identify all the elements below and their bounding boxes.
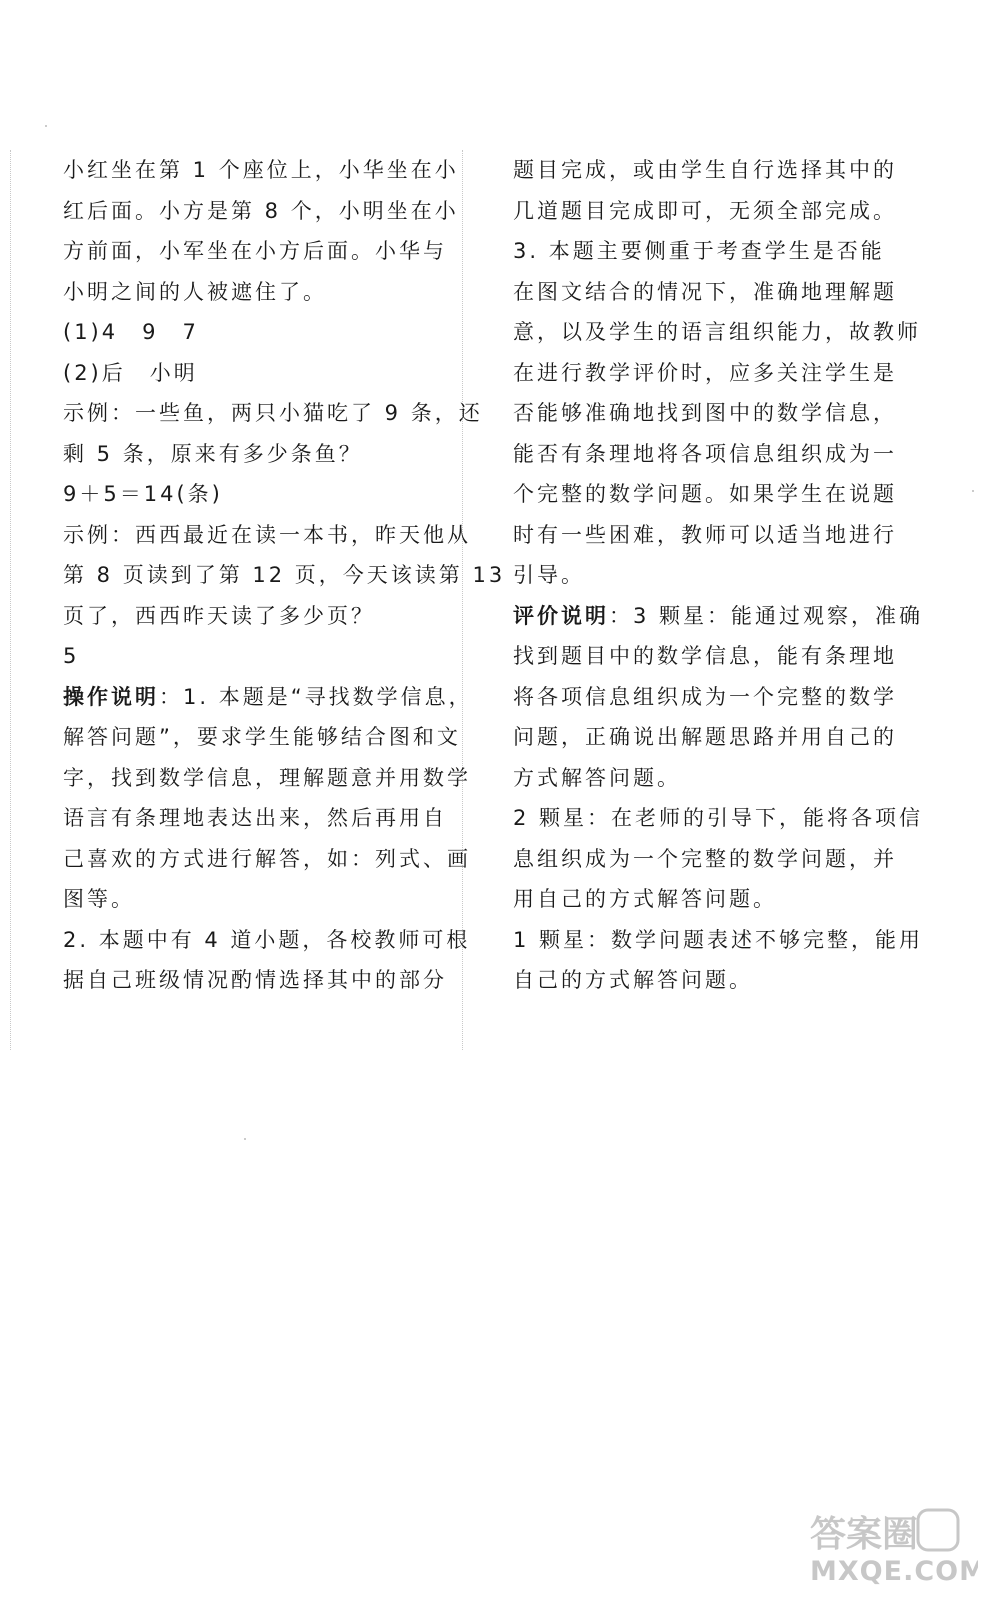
scan-speck [972,490,974,492]
text-line: 在图文结合的情况下，准确地理解题 [513,279,897,304]
text-line: 2 颗星：在老师的引导下，能将各项信 [513,806,924,830]
left-text-column [63,150,506,1001]
text-line: 用自己的方式解答问题。 [513,887,777,911]
text-line: 1 颗星：数学问题表述不够完整，能用 [513,927,924,952]
column-divider [462,150,463,1050]
text-line: 方前面，小军坐在小方后面。小华与 [63,239,447,263]
operation-note-first-line [63,677,473,718]
text-line: 小明之间的人被遮住了。 [63,279,327,304]
text-line: 解答问题”，要求学生能够结合图和文 [63,725,461,749]
watermark-bottom-text: MXQE.COM [810,1556,978,1586]
text-line: 时有一些困难，教师可以适当地进行 [513,522,897,547]
left-edge-divider [10,150,11,1050]
watermark-icon [806,1508,978,1586]
equation-line: 9＋5＝14(条) [63,482,223,506]
evaluation-note-text: ：3 颗星：能通过观察，准确 [609,603,924,628]
text-line: 自己的方式解答问题。 [513,968,753,992]
text-line: 将各项信息组织成为一个完整的数学 [513,684,897,709]
scan-speck [244,1138,246,1140]
answer-line: (2)后 小明 [63,360,198,385]
text-line: 找到题目中的数学信息，能有条理地 [513,644,897,668]
text-line: 能否有条理地将各项信息组织成为一 [513,441,897,466]
text-line: 引导。 [513,563,585,587]
text-line: 页了，西西昨天读了多少页？ [63,603,375,628]
text-line: 示例：西西最近在读一本书，昨天他从 [63,522,471,547]
operation-note-text: ：1. 本题是“寻找数学信息， [159,684,473,709]
text-line: 第 8 页读到了第 12 页，今天该读第 13 [63,563,506,587]
text-line: 3. 本题主要侧重于考查学生是否能 [513,239,885,263]
text-line: 据自己班级情况酌情选择其中的部分 [63,968,447,992]
text-line: 语言有条理地表达出来，然后再用自 [63,806,447,830]
text-line: 题目完成，或由学生自行选择其中的 [513,158,897,182]
text-line: 红后面。小方是第 8 个，小明坐在小 [63,198,459,223]
evaluation-note-first-line [513,596,924,637]
answer-line: 5 [63,644,80,668]
text-line: 字，找到数学信息，理解题意并用数学 [63,765,471,790]
text-line: 否能够准确地找到图中的数学信息， [513,401,897,425]
scan-speck [45,125,47,127]
right-text-column [513,150,924,1001]
watermark-top-text: 答案圈 [810,1514,919,1555]
text-line: 问题，正确说出解题思路并用自己的 [513,725,897,749]
text-line: 方式解答问题。 [513,765,681,790]
text-line: 剩 5 条，原来有多少条鱼？ [63,441,363,466]
site-watermark-logo [806,1508,978,1586]
evaluation-note-label: 评价说明 [513,603,609,628]
text-line: 个完整的数学问题。如果学生在说题 [513,482,897,506]
text-line: 在进行教学评价时，应多关注学生是 [513,360,897,385]
text-line: 2. 本题中有 4 道小题，各校教师可根 [63,927,471,952]
text-line: 小红坐在第 1 个座位上，小华坐在小 [63,158,459,182]
text-line: 图等。 [63,887,135,911]
text-line: 几道题目完成即可，无须全部完成。 [513,198,897,223]
text-line: 示例：一些鱼，两只小猫吃了 9 条，还 [63,401,483,425]
operation-note-label: 操作说明 [63,684,159,709]
text-line: 己喜欢的方式进行解答，如：列式、画 [63,846,471,871]
text-line: 意，以及学生的语言组织能力，故教师 [513,320,921,344]
answer-line: (1)4 9 7 [63,320,199,344]
text-line: 息组织成为一个完整的数学问题，并 [513,846,897,871]
